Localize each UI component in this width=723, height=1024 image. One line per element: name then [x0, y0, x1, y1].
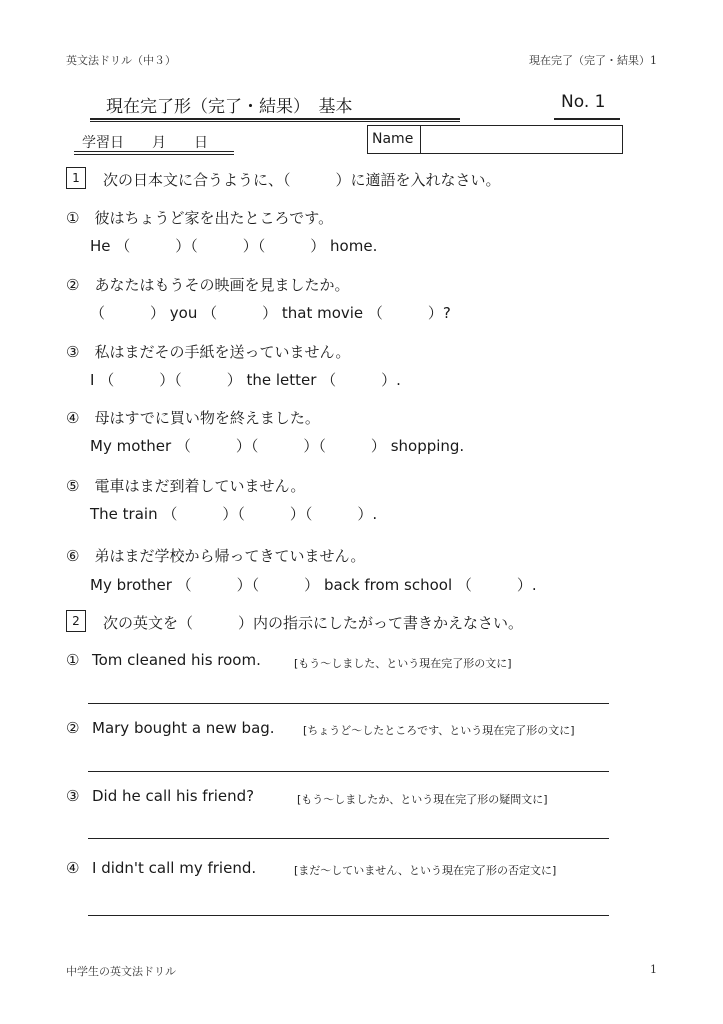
s1-q2-japanese: ② あなたはもうその映画を見ましたか。 [66, 276, 350, 294]
s1-q3-english[interactable]: I （ ）（ ） the letter （ ）. [90, 371, 401, 389]
s2-q3-mark: ③ [66, 787, 80, 805]
section-1-instruction: 次の日本文に合うように、（ ）に適語を入れなさい。 [103, 171, 501, 189]
s2-q3-english: Did he call his friend? [92, 787, 255, 805]
section-2-instruction: 次の英文を（ ）内の指示にしたがって書きかえなさい。 [103, 614, 524, 632]
name-label: Name [372, 131, 414, 147]
s2-q4-answer-line[interactable] [88, 915, 609, 916]
s1-q4-japanese: ④ 母はすでに買い物を終えました。 [66, 409, 320, 427]
header-right: 現在完了（完了・結果）1 [529, 54, 657, 67]
date-underline [74, 151, 234, 152]
s2-q4-mark: ④ [66, 859, 80, 877]
s2-q2-english: Mary bought a new bag. [92, 719, 275, 737]
s2-q3-instruction: [もう～しましたか、という現在完了形の疑問文に] [297, 793, 548, 806]
s2-q4-instruction: [まだ～していません、という現在完了形の否定文に] [294, 864, 557, 877]
s2-q1-english: Tom cleaned his room. [92, 651, 261, 669]
s1-q1-japanese: ① 彼はちょうど家を出たところです。 [66, 209, 334, 227]
s1-q3-japanese: ③ 私はまだその手紙を送っていません。 [66, 343, 351, 361]
s2-q2-answer-line[interactable] [88, 771, 609, 772]
name-field[interactable] [367, 125, 623, 154]
worksheet-title: 現在完了形（完了・結果） 基本 [106, 97, 353, 117]
number-underline [554, 118, 620, 120]
s2-q1-mark: ① [66, 651, 80, 669]
s2-q1-instruction: [もう～しました、という現在完了形の文に] [294, 657, 512, 670]
s1-q6-japanese: ⑥ 弟はまだ学校から帰ってきていません。 [66, 547, 366, 565]
section-1-number: 1 [66, 167, 86, 189]
s2-q3-answer-line[interactable] [88, 838, 609, 839]
study-date-label: 学習日 月 日 [82, 135, 208, 151]
s1-q5-english[interactable]: The train （ ）（ ）（ ）. [90, 505, 378, 523]
header-left: 英文法ドリル（中３） [66, 54, 176, 67]
s1-q5-japanese: ⑤ 電車はまだ到着していません。 [66, 477, 306, 495]
s2-q1-answer-line[interactable] [88, 703, 609, 704]
footer-title: 中学生の英文法ドリル [66, 965, 176, 978]
s1-q1-english[interactable]: He （ ）（ ）（ ） home. [90, 237, 378, 255]
date-underline-2 [74, 154, 234, 155]
title-underline [90, 118, 460, 120]
name-divider [420, 125, 421, 154]
s1-q2-english[interactable]: （ ） you （ ） that movie （ ）? [90, 304, 451, 322]
worksheet-number: No. 1 [561, 92, 606, 112]
s1-q4-english[interactable]: My mother （ ）（ ）（ ） shopping. [90, 437, 465, 455]
page-number: 1 [650, 963, 657, 976]
s2-q2-instruction: [ちょうど～したところです、という現在完了形の文に] [303, 724, 575, 737]
s2-q2-mark: ② [66, 719, 80, 737]
title-underline-2 [90, 121, 460, 122]
s1-q6-english[interactable]: My brother （ ）（ ） back from school （ ）. [90, 576, 537, 594]
section-2-number: 2 [66, 610, 86, 632]
s2-q4-english: I didn't call my friend. [92, 859, 257, 877]
